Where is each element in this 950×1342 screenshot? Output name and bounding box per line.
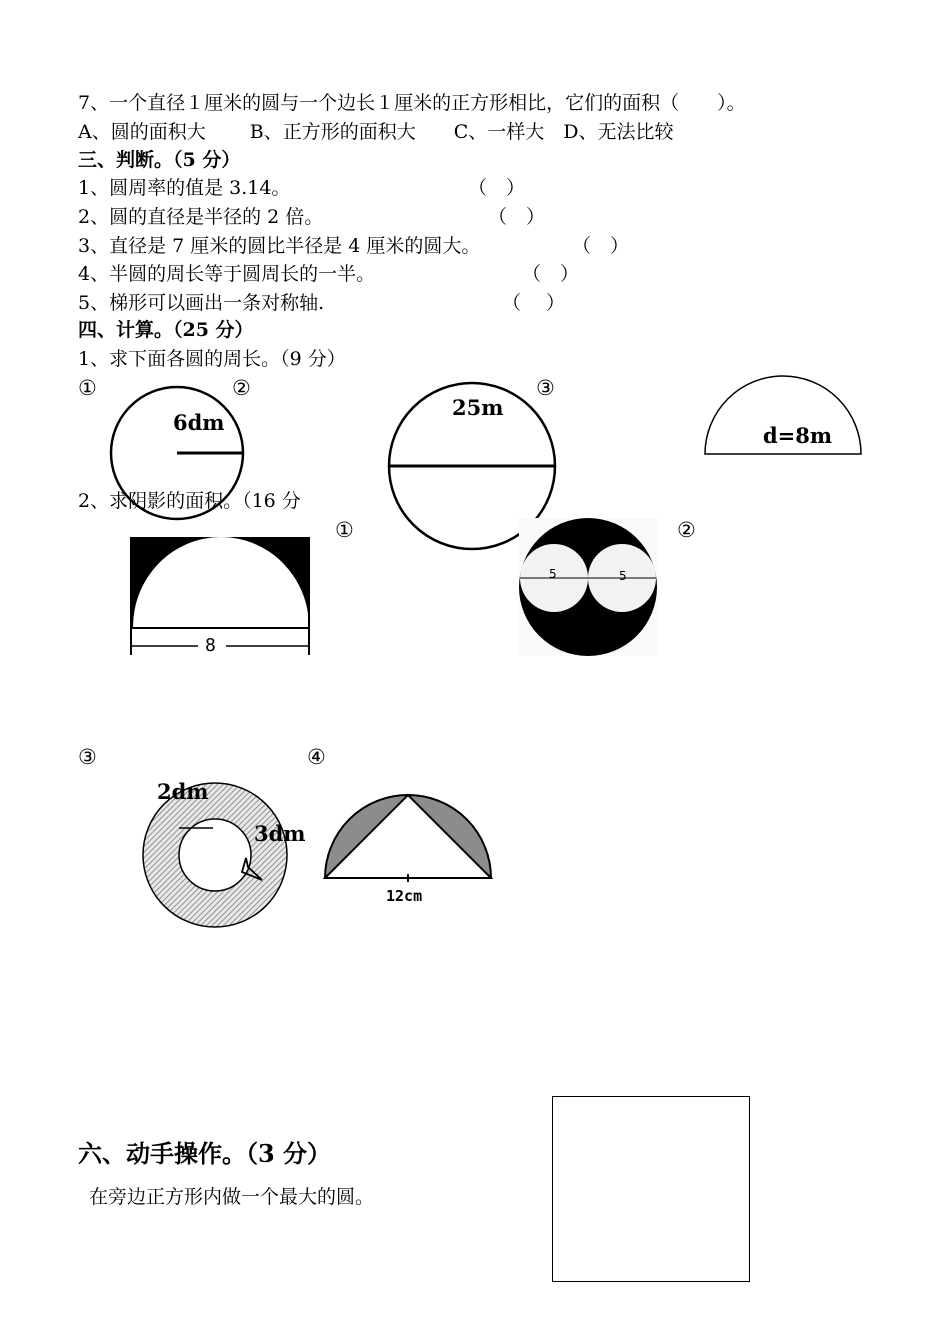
judge-item-4: 4、半圆的周长等于圆周长的一半。 bbox=[78, 263, 376, 285]
shade-mark-4: ④ bbox=[307, 745, 326, 769]
shade-label-2a: 5 bbox=[549, 567, 557, 581]
circle-label-3: d=8m bbox=[763, 423, 833, 448]
shade-label-1: 8 bbox=[205, 635, 216, 656]
judge-blank-1: （ ） bbox=[468, 177, 526, 199]
circle-mark-2: ② bbox=[232, 376, 251, 400]
section6-title: 六、动手操作。（3 分） bbox=[78, 1139, 332, 1168]
judge-item-2: 2、圆的直径是半径的 2 倍。 bbox=[78, 206, 324, 228]
judge-blank-5: （ ） bbox=[502, 292, 566, 314]
shade-mark-3: ③ bbox=[78, 745, 97, 769]
circle-mark-3: ③ bbox=[536, 376, 555, 400]
judge-blank-2: （ ） bbox=[488, 206, 546, 228]
shade-label-2b: 5 bbox=[619, 569, 627, 583]
drawing-square bbox=[552, 1096, 750, 1282]
shade-label-4: 12cm bbox=[386, 887, 423, 905]
shade-mark-2: ② bbox=[677, 518, 696, 542]
shade-label-3b: 3dm bbox=[254, 821, 306, 846]
shade-label-3a: 2dm bbox=[157, 779, 209, 804]
circle-mark-1: ① bbox=[78, 376, 97, 400]
judge-item-1: 1、圆周率的值是 3.14。 bbox=[78, 177, 291, 199]
q7-stem: 7、一个直径１厘米的圆与一个边长１厘米的正方形相比，它们的面积（ ）。 bbox=[78, 92, 746, 114]
circle-label-2: 25m bbox=[452, 395, 504, 420]
circle-label-1: 6dm bbox=[173, 410, 225, 435]
section6-instruction: 在旁边正方形内做一个最大的圆。 bbox=[89, 1186, 375, 1208]
judge-blank-3: （ ） bbox=[572, 235, 630, 257]
section4-title: 四、计算。（25 分） bbox=[78, 319, 254, 341]
q7-options: A、圆的面积大 B、正方形的面积大 C、一样大 D、无法比较 bbox=[78, 121, 674, 143]
judge-item-3: 3、直径是 7 厘米的圆比半径是 4 厘米的圆大。 bbox=[78, 235, 481, 257]
shade-mark-1: ① bbox=[335, 518, 354, 542]
section4-q2: 2、求阴影的面积。（16 分 bbox=[78, 490, 301, 512]
section3-title: 三、判断。（5 分） bbox=[78, 149, 241, 171]
section4-q1: 1、求下面各圆的周长。（9 分） bbox=[78, 348, 346, 370]
judge-item-5: 5、梯形可以画出一条对称轴. bbox=[78, 292, 325, 314]
judge-blank-4: （ ） bbox=[522, 263, 580, 285]
